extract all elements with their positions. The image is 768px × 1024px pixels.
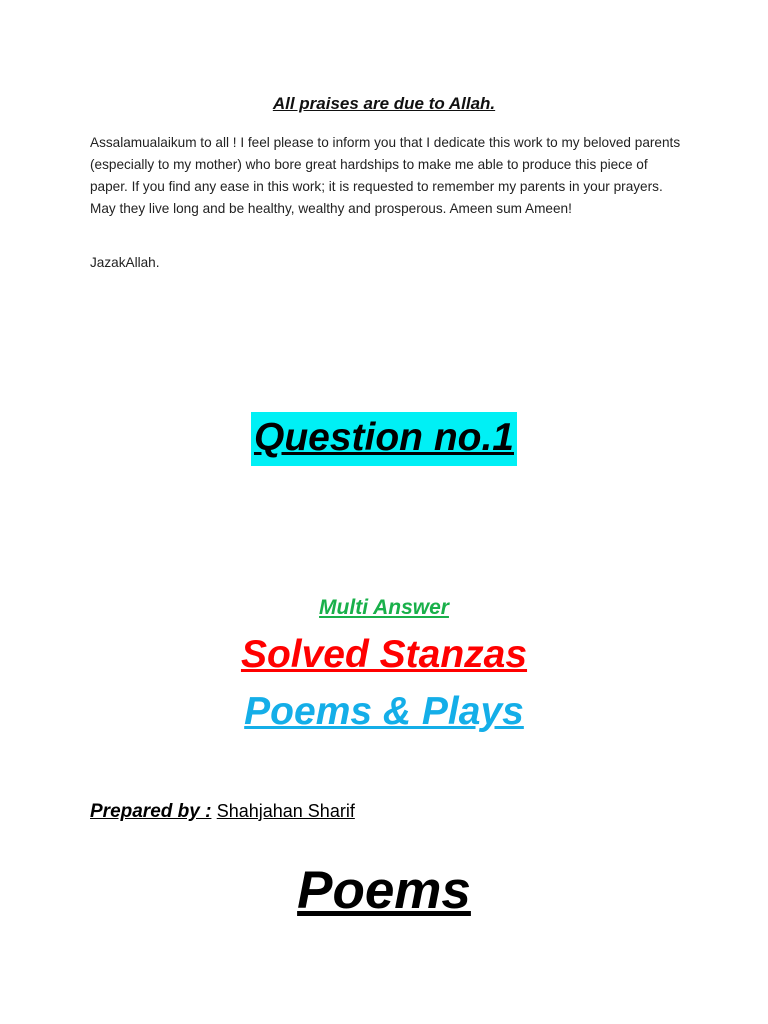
- author-name: Shahjahan Sharif: [216, 801, 355, 821]
- praise-heading: All praises are due to Allah.: [272, 94, 496, 113]
- multi-answer-subtitle: Multi Answer: [319, 596, 449, 619]
- poems-section-heading: Poems: [297, 861, 471, 920]
- poems-plays-title: Poems & Plays: [244, 690, 524, 733]
- solved-stanzas-title: Solved Stanzas: [240, 633, 528, 676]
- question-heading-wrap: [0, 412, 768, 466]
- question-heading: Question no.1: [251, 412, 517, 466]
- dedication-paragraph: Assalamualaikum to all ! I feel please to inform you that I dedicate this work to my beloved parents (especially to my mother) who bore great hardships to make me able to produce this piece of paper. If you find any ease in this work; it is requested to remember my parents in your prayers. May they live long and be healthy, wealthy and prosperous. Ameen sum Ameen!: [90, 135, 681, 216]
- prepared-by-label: Prepared by :: [90, 801, 212, 822]
- signoff-text: JazakAllah.: [90, 255, 160, 270]
- prepared-by-line: [90, 798, 355, 825]
